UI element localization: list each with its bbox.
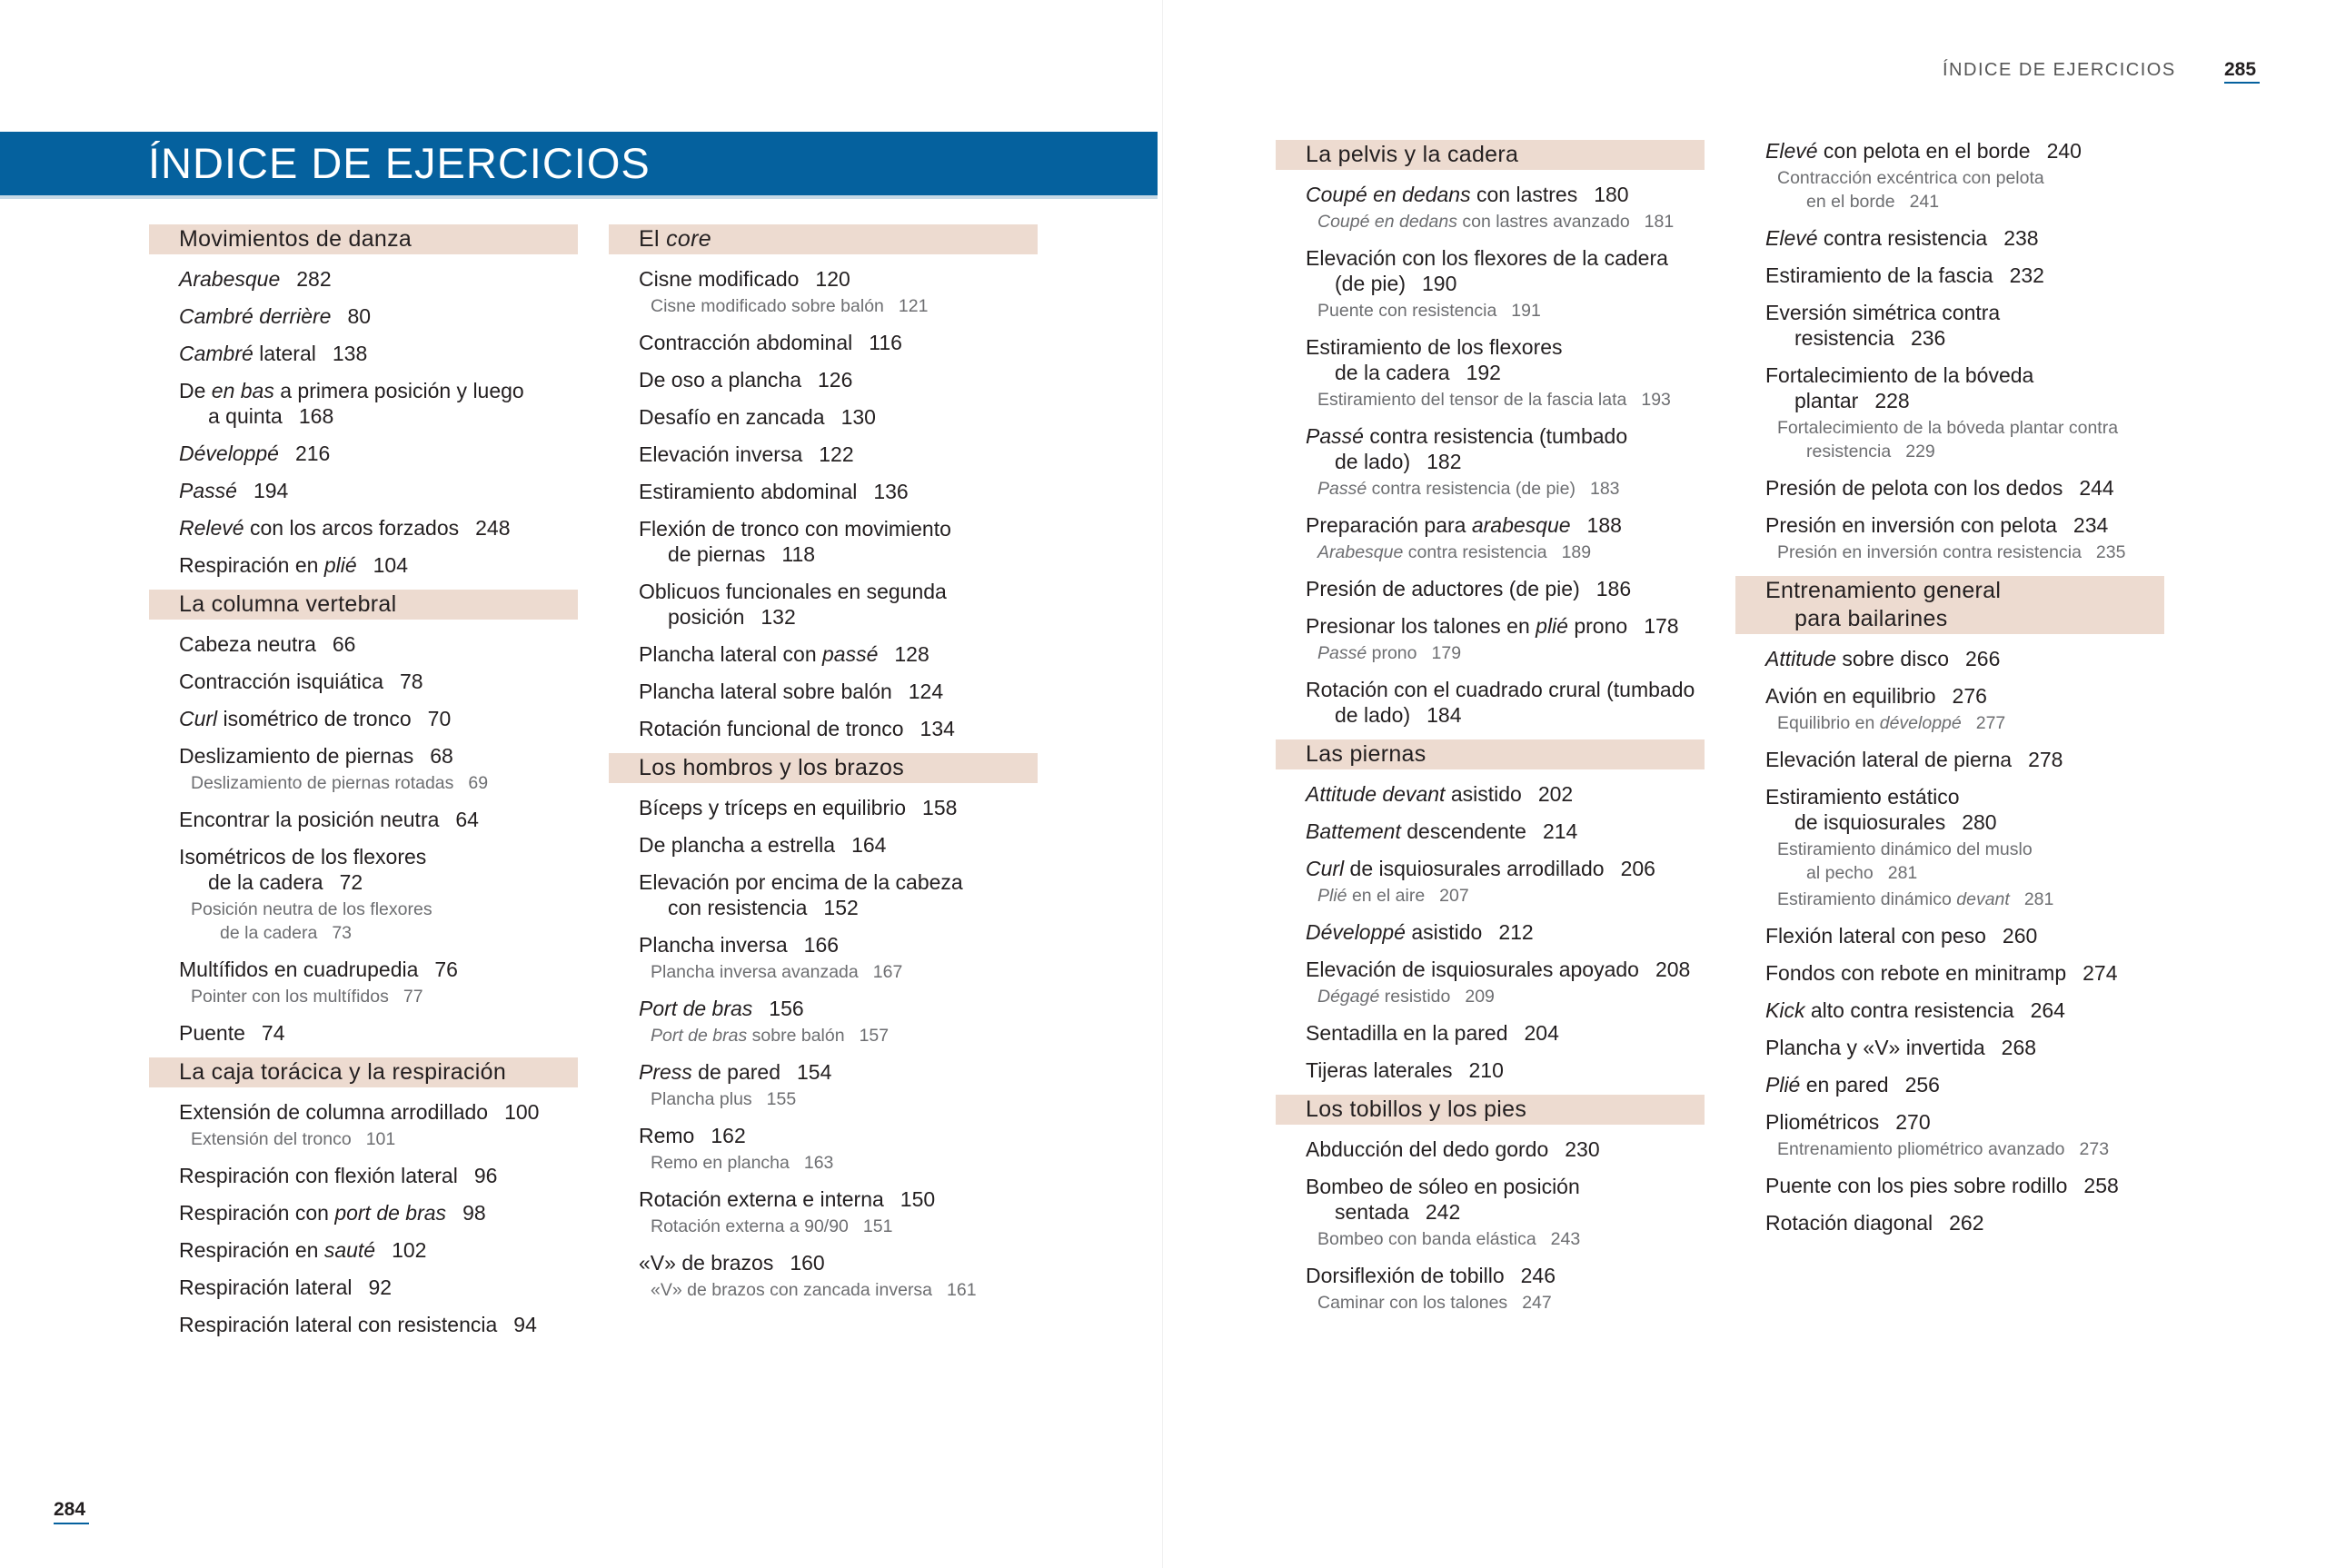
list-item: Pliométricos 270 [1765, 1110, 1931, 1134]
section-list-piernas [1276, 769, 1705, 1083]
column-4 [1735, 138, 2164, 1247]
list-item: Respiración en plié 104 [179, 553, 408, 577]
section-header-columna: La columna vertebral [149, 590, 578, 620]
section-header-toracica: La caja torácica y la respiración [149, 1057, 578, 1087]
list-item: Rotación con el cuadrado crural (tumbado de lado) 184 [1306, 678, 1695, 727]
list-item: Fondos con rebote en minitramp 274 [1765, 961, 2118, 985]
list-item: Puente con los pies sobre rodillo 258 [1765, 1174, 2119, 1197]
list-subitem: Plancha plus 155 [651, 1089, 797, 1109]
section-header-core: El core [609, 224, 1038, 254]
folio-right: 285 [2224, 59, 2257, 80]
section-header-pelvis: La pelvis y la cadera [1276, 140, 1705, 170]
list-item: Oblicuos funcionales en segunda posición 132 [639, 580, 947, 629]
list-subitem: Rotación externa a 90/90 151 [651, 1216, 893, 1236]
list-item: Contracción isquiática 78 [179, 670, 423, 693]
list-subitem: Fortalecimiento de la bóveda plantar contra resistencia 229 [1777, 418, 2119, 461]
list-item: Battement descendente 214 [1306, 819, 1578, 843]
list-subitem: Arabesque contra resistencia 189 [1317, 542, 1592, 562]
list-item: De en bas a primera posición y luego a quinta 168 [179, 379, 524, 428]
list-subitem: Contracción excéntrica con pelota en el borde 241 [1777, 168, 2044, 212]
section-list-tobillos [1276, 1125, 1705, 1315]
list-subitem: Passé prono 179 [1317, 643, 1462, 663]
list-item: Respiración en sauté 102 [179, 1238, 427, 1262]
running-head: ÍNDICE DE EJERCICIOS [1943, 60, 2176, 80]
list-item: Elevación por encima de la cabeza con resistencia 152 [639, 870, 963, 919]
list-subitem: Deslizamiento de piernas rotadas 69 [191, 773, 489, 793]
list-item: Relevé con los arcos forzados 248 [179, 516, 511, 540]
section-header-tobillos: Los tobillos y los pies [1276, 1095, 1705, 1125]
column-1 [149, 224, 578, 1349]
list-item: De plancha a estrella 164 [639, 833, 887, 857]
list-item: Puente 74 [179, 1021, 285, 1045]
list-subitem: «V» de brazos con zancada inversa 161 [651, 1280, 977, 1300]
list-item: Cambré derrière 80 [179, 304, 372, 328]
list-item: Port de bras 156 [639, 997, 804, 1020]
list-item: Presionar los talones en plié prono 178 [1306, 614, 1679, 638]
list-subitem: Puente con resistencia 191 [1317, 301, 1541, 321]
column-3 [1276, 140, 1705, 1326]
list-item: Respiración lateral con resistencia 94 [179, 1313, 537, 1336]
list-subitem: Bombeo con banda elástica 243 [1317, 1229, 1581, 1249]
list-item: Fortalecimiento de la bóveda plantar 228 [1765, 363, 2034, 412]
list-subitem: Estiramiento dinámico devant 281 [1777, 889, 2054, 909]
section-list-danza [149, 254, 578, 578]
list-item: Passé 194 [179, 479, 289, 502]
list-item: Bombeo de sóleo en posición sentada 242 [1306, 1175, 1580, 1224]
list-item: Sentadilla en la pared 204 [1306, 1021, 1559, 1045]
list-item: Rotación externa e interna 150 [639, 1187, 936, 1211]
list-item: Passé contra resistencia (tumbado de lado) 182 [1306, 424, 1628, 473]
list-item: Plancha lateral sobre balón 124 [639, 680, 944, 703]
section-header-hombros: Los hombros y los brazos [609, 753, 1038, 783]
list-item: Arabesque 282 [179, 267, 332, 291]
title-band-rule [0, 195, 1158, 199]
list-item: Estiramiento estático de isquiosurales 280 [1765, 785, 1997, 834]
list-subitem: Equilibrio en développé 277 [1777, 713, 2006, 733]
list-item: Flexión de tronco con movimiento de piernas 118 [639, 517, 951, 566]
list-item: Encontrar la posición neutra 64 [179, 808, 479, 831]
list-item: Elevación inversa 122 [639, 442, 854, 466]
list-subitem: Plié en el aire 207 [1317, 886, 1469, 906]
list-item: Preparación para arabesque 188 [1306, 513, 1622, 537]
section-list-toracica [149, 1087, 578, 1337]
list-subitem: Dégagé resistido 209 [1317, 987, 1495, 1007]
list-item: Flexión lateral con peso 260 [1765, 924, 2038, 948]
list-item: Presión de pelota con los dedos 244 [1765, 476, 2114, 500]
section-header-danza: Movimientos de danza [149, 224, 578, 254]
list-item: Cisne modificado 120 [639, 267, 850, 291]
list-item: Curl isométrico de tronco 70 [179, 707, 452, 730]
list-subitem: Presión en inversión contra resistencia 235 [1777, 542, 2126, 562]
list-item: Elevación lateral de pierna 278 [1765, 748, 2063, 771]
right-page [1163, 0, 2326, 1568]
list-item: Respiración lateral 92 [179, 1275, 393, 1299]
list-subitem: Remo en plancha 163 [651, 1153, 834, 1173]
list-item: Plancha inversa 166 [639, 933, 840, 957]
list-subitem: Extensión del tronco 101 [191, 1129, 396, 1149]
list-item: Cabeza neutra 66 [179, 632, 356, 656]
list-item: Dorsiflexión de tobillo 246 [1306, 1264, 1556, 1287]
list-item: Estiramiento de los flexores de la cadera 192 [1306, 335, 1563, 384]
section-list-core [609, 254, 1038, 741]
section-list-general [1735, 634, 2164, 1236]
list-item: Elevé con pelota en el borde 240 [1765, 139, 2082, 163]
list-item: Multífidos en cuadrupedia 76 [179, 958, 458, 981]
list-item: Rotación funcional de tronco 134 [639, 717, 955, 740]
list-subitem: Entrenamiento pliométrico avanzado 273 [1777, 1139, 2110, 1159]
section-list-tobillos-continued [1735, 138, 2164, 564]
list-item: Presión de aductores (de pie) 186 [1306, 577, 1632, 600]
list-item: Coupé en dedans con lastres 180 [1306, 183, 1629, 206]
list-item: Attitude devant asistido 202 [1306, 782, 1574, 806]
list-item: Cambré lateral 138 [179, 342, 368, 365]
list-item: Estiramiento de la fascia 232 [1765, 263, 2044, 287]
list-item: Presión en inversión con pelota 234 [1765, 513, 2109, 537]
list-item: Elevé contra resistencia 238 [1765, 226, 2039, 250]
list-item: Plancha y «V» invertida 268 [1765, 1036, 2037, 1059]
list-item: Remo 162 [639, 1124, 746, 1147]
list-subitem: Pointer con los multífidos 77 [191, 987, 423, 1007]
folio-left-rule [54, 1523, 89, 1524]
list-item: Elevación de isquiosurales apoyado 208 [1306, 958, 1691, 981]
page-title: ÍNDICE DE EJERCICIOS [148, 139, 651, 187]
list-subitem: Plancha inversa avanzada 167 [651, 962, 903, 982]
list-item: Plié en pared 256 [1765, 1073, 1940, 1097]
list-item: «V» de brazos 160 [639, 1251, 825, 1275]
list-subitem: Coupé en dedans con lastres avanzado 181 [1317, 212, 1675, 232]
section-header-piernas: Las piernas [1276, 739, 1705, 769]
list-item: Elevación con los flexores de la cadera (de pie) 190 [1306, 246, 1668, 295]
list-item: Bíceps y tríceps en equilibrio 158 [639, 796, 958, 819]
list-subitem: Posición neutra de los flexores de la cadera 73 [191, 899, 432, 943]
list-item: Abducción del dedo gordo 230 [1306, 1137, 1600, 1161]
list-item: De oso a plancha 126 [639, 368, 853, 392]
list-item: Développé 216 [179, 442, 331, 465]
section-header-general: Entrenamiento general para bailarines [1735, 576, 2164, 634]
section-list-columna [149, 620, 578, 1046]
list-item: Deslizamiento de piernas 68 [179, 744, 453, 768]
list-subitem: Estiramiento dinámico del muslo al pecho 281 [1777, 839, 2033, 883]
list-item: Développé asistido 212 [1306, 920, 1534, 944]
column-2 [609, 224, 1038, 1314]
list-subitem: Cisne modificado sobre balón 121 [651, 296, 929, 316]
list-item: Respiración con port de bras 98 [179, 1201, 486, 1225]
section-list-hombros [609, 783, 1038, 1302]
list-item: Eversión simétrica contra resistencia 236 [1765, 301, 2001, 350]
list-item: Kick alto contra resistencia 264 [1765, 998, 2065, 1022]
folio-right-rule [2224, 82, 2260, 84]
list-subitem: Estiramiento del tensor de la fascia lata 193 [1317, 390, 1671, 410]
list-item: Desafío en zancada 130 [639, 405, 876, 429]
list-item: Estiramiento abdominal 136 [639, 480, 909, 503]
list-item: Avión en equilibrio 276 [1765, 684, 1987, 708]
list-item: Rotación diagonal 262 [1765, 1211, 1984, 1235]
list-subitem: Passé contra resistencia (de pie) 183 [1317, 479, 1620, 499]
list-item: Press de pared 154 [639, 1060, 832, 1084]
folio-left: 284 [54, 1499, 86, 1520]
list-item: Extensión de columna arrodillado 100 [179, 1100, 540, 1124]
list-subitem: Caminar con los talones 247 [1317, 1293, 1552, 1313]
list-item: Tijeras laterales 210 [1306, 1058, 1504, 1082]
list-item: Plancha lateral con passé 128 [639, 642, 929, 666]
list-item: Attitude sobre disco 266 [1765, 647, 2001, 670]
list-item: Curl de isquiosurales arrodillado 206 [1306, 857, 1655, 880]
list-item: Isométricos de los flexores de la cadera 72 [179, 845, 427, 894]
list-subitem: Port de bras sobre balón 157 [651, 1026, 890, 1046]
list-item: Contracción abdominal 116 [639, 331, 902, 354]
list-item: Respiración con flexión lateral 96 [179, 1164, 498, 1187]
section-list-pelvis [1276, 170, 1705, 728]
